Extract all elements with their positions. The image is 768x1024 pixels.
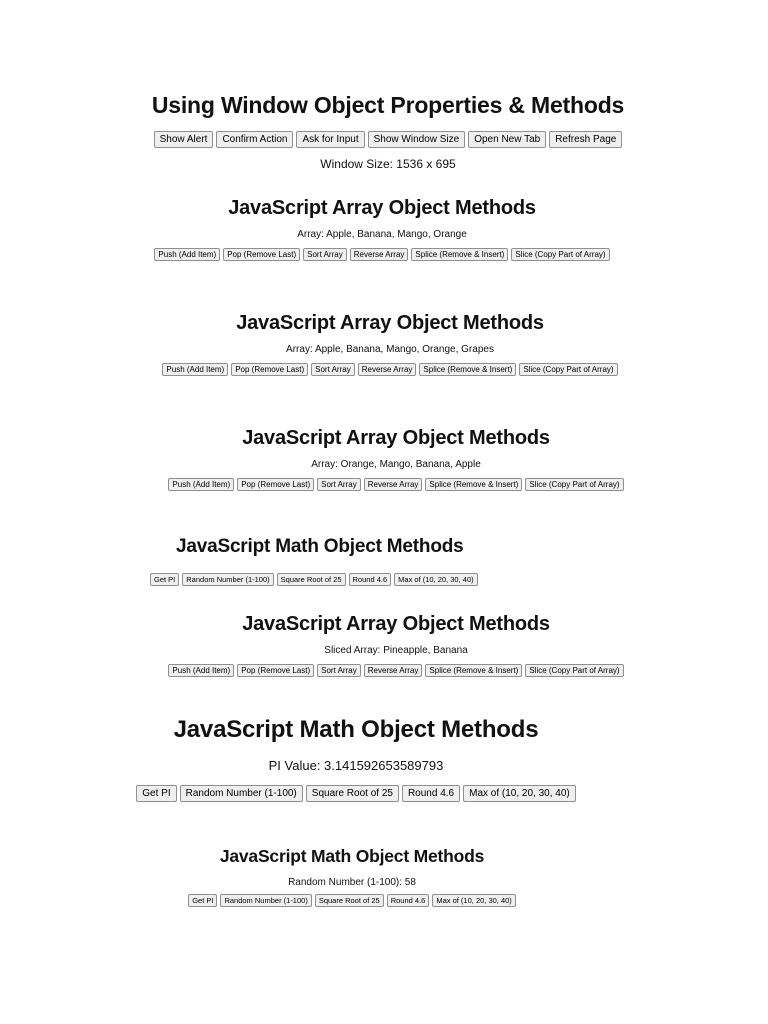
reverse-button[interactable]: Reverse Array xyxy=(364,478,423,491)
array-heading: JavaScript Array Object Methods xyxy=(228,197,536,219)
open-new-tab-button[interactable]: Open New Tab xyxy=(468,131,546,148)
push-button[interactable]: Push (Add Item) xyxy=(168,664,234,677)
max-button[interactable]: Max of (10, 20, 30, 40) xyxy=(394,573,477,586)
random-number-button[interactable]: Random Number (1-100) xyxy=(180,785,303,802)
ask-for-input-button[interactable]: Ask for Input xyxy=(296,131,364,148)
math-button-row xyxy=(150,573,648,586)
max-button[interactable]: Max of (10, 20, 30, 40) xyxy=(463,785,576,802)
sort-button[interactable]: Sort Array xyxy=(317,664,361,677)
window-object-panel xyxy=(128,86,648,190)
math-heading: JavaScript Math Object Methods xyxy=(173,716,539,743)
reverse-button[interactable]: Reverse Array xyxy=(358,363,417,376)
get-pi-button[interactable]: Get PI xyxy=(150,573,179,586)
push-button[interactable]: Push (Add Item) xyxy=(154,248,220,261)
round-button[interactable]: Round 4.6 xyxy=(349,573,392,586)
splice-button[interactable]: Splice (Remove & Insert) xyxy=(425,478,522,491)
page-title: Using Window Object Properties & Methods xyxy=(151,92,625,118)
array-button-row xyxy=(136,478,656,491)
sort-button[interactable]: Sort Array xyxy=(303,248,347,261)
slice-button[interactable]: Slice (Copy Part of Array) xyxy=(525,478,623,491)
get-pi-button[interactable]: Get PI xyxy=(136,785,176,802)
max-button[interactable]: Max of (10, 20, 30, 40) xyxy=(432,894,515,907)
array-output: Array: Orange, Mango, Banana, Apple xyxy=(311,459,481,470)
pop-button[interactable]: Pop (Remove Last) xyxy=(231,363,308,376)
math-output: Random Number (1-100): 58 xyxy=(288,877,416,888)
math-heading: JavaScript Math Object Methods xyxy=(176,536,464,557)
slice-button[interactable]: Slice (Copy Part of Array) xyxy=(511,248,609,261)
array-heading: JavaScript Array Object Methods xyxy=(242,613,550,635)
array-button-row xyxy=(122,248,642,261)
round-button[interactable]: Round 4.6 xyxy=(387,894,430,907)
window-size-output: Window Size: 1536 x 695 xyxy=(320,157,456,171)
array-output: Array: Apple, Banana, Mango, Orange xyxy=(297,229,467,240)
square-root-button[interactable]: Square Root of 25 xyxy=(306,785,399,802)
math-heading: JavaScript Math Object Methods xyxy=(219,846,485,866)
slice-button[interactable]: Slice (Copy Part of Array) xyxy=(525,664,623,677)
math-panel-2 xyxy=(128,708,584,832)
reverse-button[interactable]: Reverse Array xyxy=(364,664,423,677)
array-panel-3 xyxy=(136,422,656,522)
round-button[interactable]: Round 4.6 xyxy=(402,785,460,802)
pop-button[interactable]: Pop (Remove Last) xyxy=(237,478,314,491)
math-panel-3 xyxy=(124,838,580,938)
push-button[interactable]: Push (Add Item) xyxy=(162,363,228,376)
array-button-row xyxy=(136,664,656,677)
array-output: Array: Apple, Banana, Mango, Orange, Grapes xyxy=(286,344,494,355)
square-root-button[interactable]: Square Root of 25 xyxy=(315,894,384,907)
square-root-button[interactable]: Square Root of 25 xyxy=(277,573,346,586)
splice-button[interactable]: Splice (Remove & Insert) xyxy=(425,664,522,677)
show-window-size-button[interactable]: Show Window Size xyxy=(368,131,466,148)
random-number-button[interactable]: Random Number (1-100) xyxy=(220,894,311,907)
array-heading: JavaScript Array Object Methods xyxy=(242,427,550,449)
sort-button[interactable]: Sort Array xyxy=(317,478,361,491)
slice-button[interactable]: Slice (Copy Part of Array) xyxy=(519,363,617,376)
array-output: Sliced Array: Pineapple, Banana xyxy=(324,645,468,656)
splice-button[interactable]: Splice (Remove & Insert) xyxy=(419,363,516,376)
refresh-page-button[interactable]: Refresh Page xyxy=(549,131,622,148)
array-heading: JavaScript Array Object Methods xyxy=(236,312,544,334)
sort-button[interactable]: Sort Array xyxy=(311,363,355,376)
array-panel-1 xyxy=(122,192,642,292)
reverse-button[interactable]: Reverse Array xyxy=(350,248,409,261)
pop-button[interactable]: Pop (Remove Last) xyxy=(223,248,300,261)
math-output: PI Value: 3.141592653589793 xyxy=(268,758,444,773)
math-panel-1 xyxy=(138,532,648,594)
splice-button[interactable]: Splice (Remove & Insert) xyxy=(411,248,508,261)
math-button-row xyxy=(124,894,580,907)
array-button-row xyxy=(130,363,650,376)
show-alert-button[interactable]: Show Alert xyxy=(154,131,214,148)
array-panel-2 xyxy=(130,307,650,415)
pop-button[interactable]: Pop (Remove Last) xyxy=(237,664,314,677)
confirm-action-button[interactable]: Confirm Action xyxy=(216,131,293,148)
get-pi-button[interactable]: Get PI xyxy=(188,894,217,907)
math-button-row xyxy=(128,785,584,802)
push-button[interactable]: Push (Add Item) xyxy=(168,478,234,491)
array-panel-4 xyxy=(136,608,656,718)
random-number-button[interactable]: Random Number (1-100) xyxy=(182,573,273,586)
window-button-row xyxy=(128,131,648,148)
